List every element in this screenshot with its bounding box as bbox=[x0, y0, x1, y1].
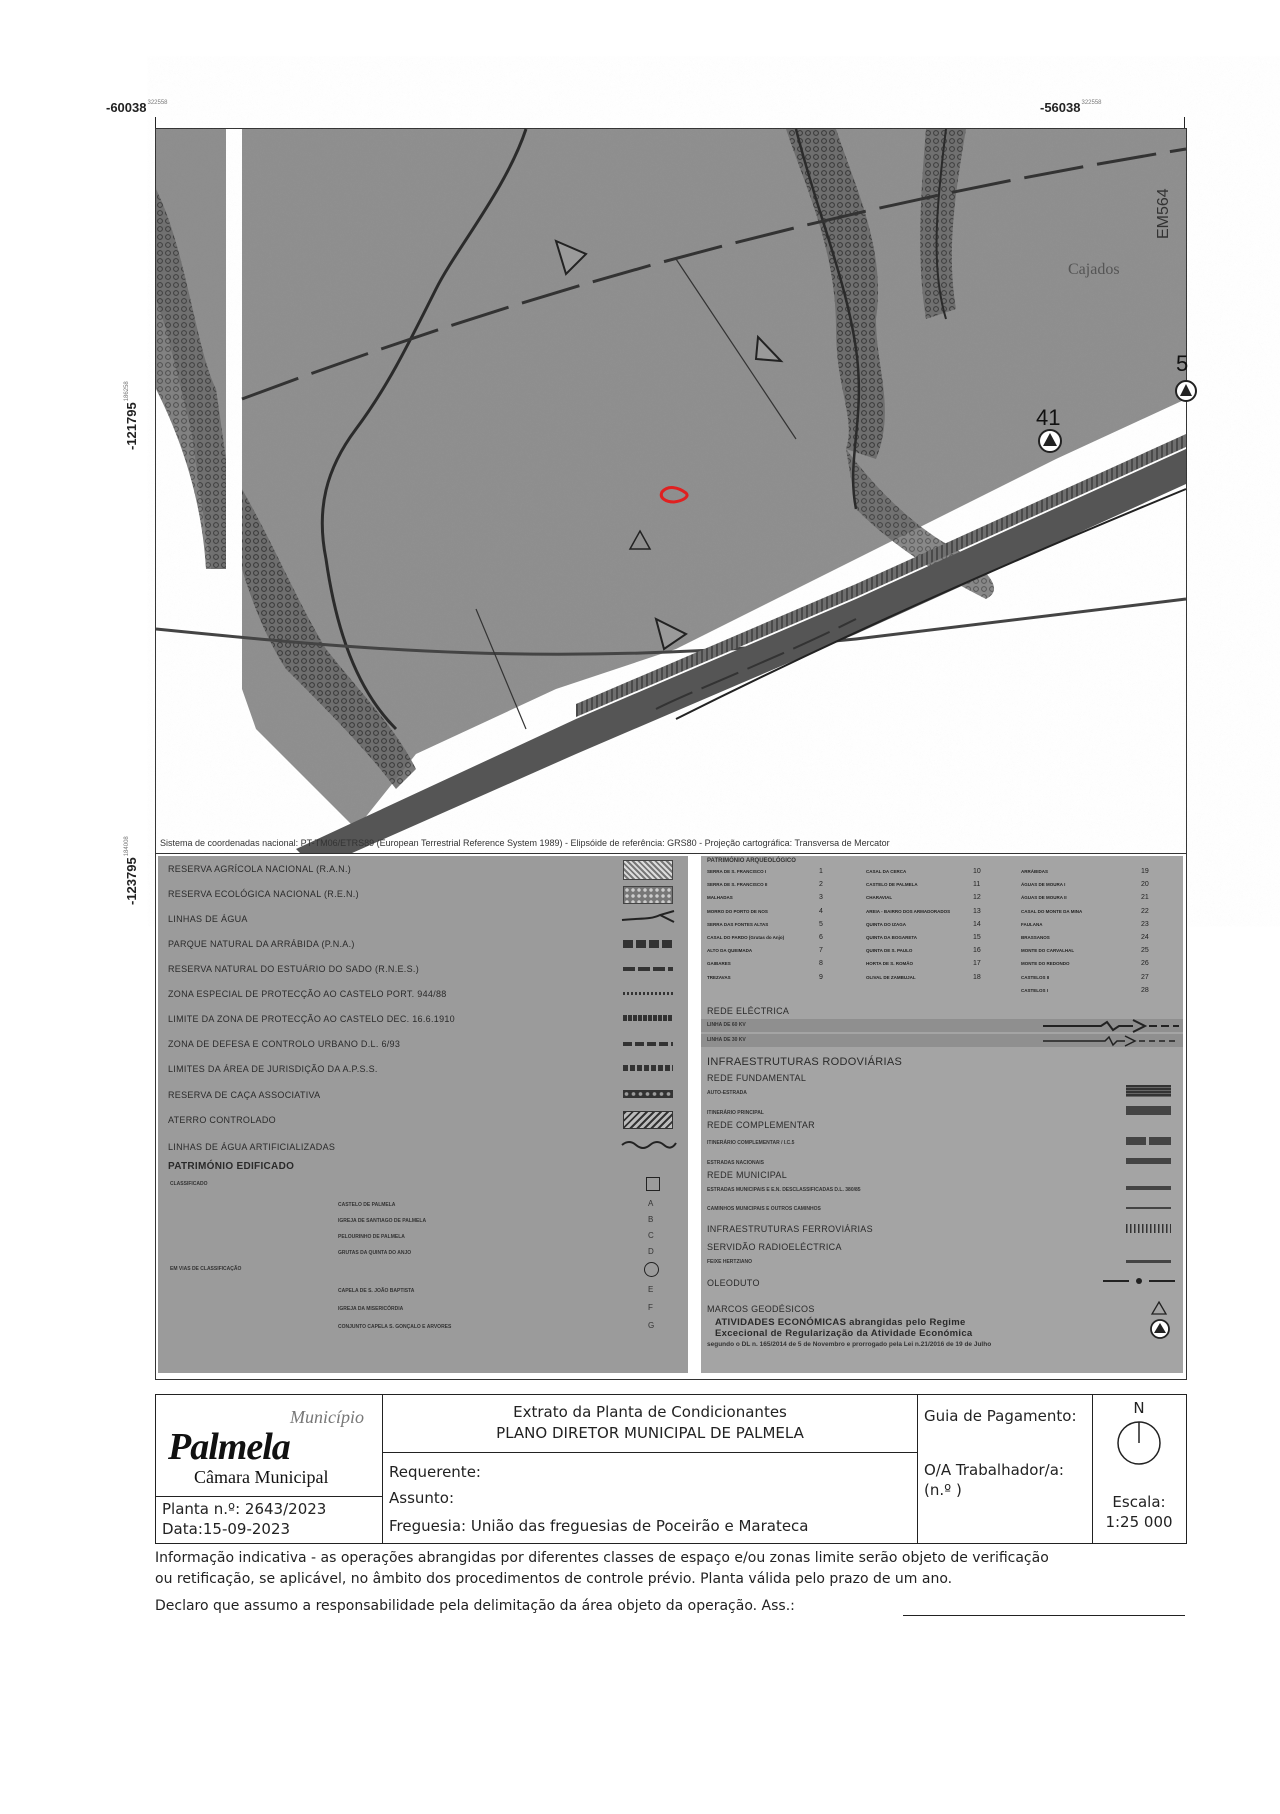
archaeological-site: MONTE DO CARVALHAL bbox=[1021, 948, 1075, 954]
archaeological-site-number: 16 bbox=[973, 947, 981, 955]
archaeological-site: SERRA DE S. FRANCISCO II bbox=[707, 882, 768, 888]
classified-item-a: CASTELO DE PALMELA bbox=[338, 1202, 396, 1208]
classificado-label: CLASSIFICADO bbox=[170, 1181, 208, 1187]
caminhos-label: CAMINHOS MUNICIPAIS E OUTROS CAMINHOS bbox=[707, 1206, 821, 1212]
rnes-symbol bbox=[623, 967, 673, 971]
trabalhador-label: O/A Trabalhador/a: bbox=[924, 1461, 1064, 1479]
en-symbol bbox=[1126, 1158, 1171, 1164]
letter-d: D bbox=[648, 1247, 654, 1256]
archaeological-site: SERRA DAS FONTES ALTAS bbox=[707, 921, 769, 927]
zona-especial-symbol bbox=[623, 992, 673, 995]
legend-item-pna: PARQUE NATURAL DA ARRÁBIDA (P.N.A.) bbox=[168, 939, 355, 949]
ic-symbol-b bbox=[1149, 1137, 1171, 1145]
apss-symbol bbox=[623, 1065, 673, 1071]
legend-item-aterro: ATERRO CONTROLADO bbox=[168, 1115, 276, 1125]
archaeological-site-number: 18 bbox=[973, 973, 981, 981]
rede-fundamental-title: REDE FUNDAMENTAL bbox=[707, 1073, 807, 1083]
info-cell bbox=[382, 1452, 918, 1543]
legend-item-limite-castelo: LIMITE DA ZONA DE PROTECÇÃO AO CASTELO DEC. 16.6.1910 bbox=[168, 1014, 455, 1024]
municipio-label: Município bbox=[290, 1407, 364, 1427]
water-line-symbol bbox=[620, 908, 676, 926]
planta-date: Data:15-09-2023 bbox=[162, 1520, 291, 1538]
archaeological-site-number: 9 bbox=[819, 973, 823, 981]
geodesic-triangle-icon bbox=[1151, 1301, 1167, 1315]
archaeological-site-number: 24 bbox=[1141, 934, 1149, 941]
archaeological-site: CHARAVIAL bbox=[866, 895, 893, 901]
archaeological-site: ÁGUAS DE MOURA II bbox=[1021, 895, 1067, 901]
declaration-line: Declaro que assumo a responsabilidade pela delimitação da área objeto da operação. Ass.: bbox=[155, 1598, 795, 1614]
itinerario-complementar-label: ITINERÁRIO COMPLEMENTAR / I.C.5 bbox=[707, 1140, 795, 1146]
legend-item-zona-defesa: ZONA DE DEFESA E CONTROLO URBANO D.L. 6/93 bbox=[168, 1039, 401, 1049]
linha-30-symbol bbox=[1041, 1032, 1181, 1048]
archaeological-site-number: 15 bbox=[973, 934, 981, 941]
ic-symbol-a bbox=[1126, 1137, 1146, 1145]
guia-label: Guia de Pagamento: bbox=[924, 1407, 1077, 1425]
legend-item-rnes: RESERVA NATURAL DO ESTUÁRIO DO SADO (R.N.E.S.) bbox=[168, 964, 420, 974]
archaeological-site: CASAL DA CERCA bbox=[866, 869, 907, 874]
archaeological-site-number: 8 bbox=[819, 960, 823, 968]
archaeological-site: OLIVAL DE ZAMBUJAL bbox=[866, 974, 916, 980]
infra-rodoviarias-title: INFRAESTRUTURAS RODOVIÁRIAS bbox=[707, 1056, 903, 1068]
assunto-label: Assunto: bbox=[389, 1489, 455, 1507]
archaeological-site: MALHADAS bbox=[707, 895, 733, 901]
estradas-municipais-label: ESTRADAS MUNICIPAIS E E.N. DESCLASSIFICADAS D.L. 380/85 bbox=[707, 1187, 861, 1193]
escala-value: 1:25 000 bbox=[1105, 1513, 1173, 1531]
em-vias-item-g: CONJUNTO CAPELA S. GONÇALO E ARVORES bbox=[338, 1324, 452, 1330]
archaeological-site-number: 14 bbox=[973, 920, 981, 928]
archaeological-site: CASAL DO MONTE DA MINA bbox=[1021, 908, 1083, 914]
archaeological-site-number: 19 bbox=[1141, 868, 1149, 875]
archaeological-site: QUINTA DA BOGARETA bbox=[866, 935, 917, 940]
feixe-symbol bbox=[1126, 1260, 1171, 1263]
em-vias-item-e: CAPELA DE S. JOÃO BAPTISTA bbox=[338, 1288, 415, 1294]
planta-number: Planta n.º: 2643/2023 bbox=[162, 1500, 327, 1518]
archaeological-site: MONTE DO REDONDO bbox=[1021, 961, 1070, 967]
aterro-symbol bbox=[623, 1111, 673, 1129]
trabalhador-number: (n.º ) bbox=[924, 1481, 962, 1499]
archaeological-site: CASTELO DE PALMELA bbox=[866, 882, 918, 888]
coord-left-upper: $-121795^{186258}$ bbox=[124, 381, 139, 450]
archaeological-site-number: 23 bbox=[1141, 920, 1149, 928]
palmela-logo: Palmela bbox=[168, 1426, 290, 1468]
limite-castelo-symbol bbox=[623, 1015, 673, 1021]
legend-item-linhas-agua: LINHAS DE ÁGUA bbox=[168, 914, 248, 924]
archaeological-site-number: 20 bbox=[1141, 881, 1149, 889]
marker-5-label: 5 bbox=[1176, 351, 1189, 376]
em-symbol bbox=[1126, 1186, 1171, 1190]
legend bbox=[155, 853, 1187, 1380]
letter-f: F bbox=[648, 1303, 653, 1312]
requerente-label: Requerente: bbox=[389, 1463, 481, 1481]
archaeological-site-number: 25 bbox=[1141, 947, 1149, 955]
atividades-line2: Excecional de Regularização da Atividade Económica bbox=[715, 1328, 973, 1339]
archaeological-site: ALTO DA QUEIMADA bbox=[707, 948, 753, 954]
atividades-line3: segundo o DL n. 165/2014 de 5 de Novembro e prorrogado pela Lei n.21/2016 de 19 de Julho bbox=[707, 1341, 992, 1348]
legend-right-panel bbox=[701, 856, 1183, 1373]
archaeological-site-number: 7 bbox=[819, 947, 823, 955]
archaeological-site: ARRÁBIDAS bbox=[1021, 869, 1048, 874]
logo-cell bbox=[156, 1395, 383, 1497]
guia-cell bbox=[917, 1395, 1093, 1543]
caminhos-symbol bbox=[1126, 1207, 1171, 1209]
circle-icon bbox=[644, 1262, 659, 1277]
autoestrada-label: AUTO-ESTRADA bbox=[707, 1090, 747, 1096]
marker-41-label: 41 bbox=[1036, 405, 1061, 430]
legend-item-zona-especial: ZONA ESPECIAL DE PROTECÇÃO AO CASTELO PORT. 944/88 bbox=[168, 989, 447, 999]
caca-symbol bbox=[623, 1090, 673, 1098]
classified-item-d: GRUTAS DA QUINTA DO ANJO bbox=[338, 1250, 412, 1256]
letter-a: A bbox=[648, 1199, 654, 1208]
archaeological-site-number: 11 bbox=[973, 881, 981, 889]
archaeological-site: BRASSANOS bbox=[1021, 935, 1050, 940]
north-arrow-icon bbox=[1115, 1419, 1163, 1467]
atividades-line1: ATIVIDADES ECONÓMICAS abrangidas pelo Regime bbox=[715, 1317, 966, 1328]
place-label: Cajados bbox=[1068, 261, 1120, 278]
classified-item-c: PELOURINHO DE PALMELA bbox=[338, 1234, 405, 1240]
letter-e: E bbox=[648, 1285, 654, 1294]
note-line-2: ou retificação, se aplicável, no âmbito dos procedimentos de controle prévio. Planta válida pelo prazo de um ano. bbox=[155, 1571, 953, 1587]
archaeological-site: CASAL DO PARDO (Grutas do Anjo) bbox=[707, 935, 785, 940]
extrato-cell bbox=[382, 1395, 918, 1453]
freguesia-label: Freguesia: União das freguesias de Poceirão e Marateca bbox=[389, 1517, 809, 1535]
pna-symbol bbox=[623, 940, 673, 948]
marcos-label: MARCOS GEODÉSICOS bbox=[707, 1304, 815, 1314]
archaeological-site-number: 17 bbox=[973, 960, 981, 968]
title-block bbox=[155, 1394, 1187, 1544]
coord-left-lower: $-123795^{184008}$ bbox=[124, 836, 139, 905]
rede-complementar-title: REDE COMPLEMENTAR bbox=[707, 1120, 815, 1130]
archaeological-site-number: 28 bbox=[1141, 986, 1149, 994]
archaeological-site-number: 21 bbox=[1141, 894, 1149, 902]
archaeological-site-number: 4 bbox=[819, 907, 823, 915]
classified-item-b: IGREJA DE SANTIAGO DE PALMELA bbox=[338, 1218, 427, 1224]
letter-c: C bbox=[648, 1231, 654, 1240]
archaeological-site: SERRA DE S. FRANCISCO I bbox=[707, 869, 767, 874]
legend-item-caca: RESERVA DE CAÇA ASSOCIATIVA bbox=[168, 1090, 321, 1100]
escala-label: Escala: bbox=[1112, 1493, 1166, 1511]
archaeological-site-number: 26 bbox=[1141, 960, 1149, 968]
archaeological-site-number: 2 bbox=[819, 881, 823, 889]
archaeological-site: HORTA DE S. ROMÃO bbox=[866, 961, 913, 967]
archaeological-site: ÁGUAS DE MOURA I bbox=[1021, 882, 1066, 888]
archaeological-site: CASTELOS I bbox=[1021, 987, 1049, 993]
archaeological-site: GAIBARES bbox=[707, 961, 731, 967]
letter-g: G bbox=[648, 1321, 655, 1330]
north-scale-cell bbox=[1092, 1395, 1186, 1543]
archaeological-site-number: 27 bbox=[1141, 973, 1149, 981]
archaeological-site-number: 6 bbox=[819, 934, 823, 941]
archaeological-site: AREIA - BAIRRO DOS ARMADORADOS bbox=[866, 908, 951, 914]
archaeological-site: QUINTA DE S. PAULO bbox=[866, 948, 913, 954]
map-area[interactable] bbox=[155, 128, 1187, 854]
archaeological-site-number: 12 bbox=[973, 894, 981, 902]
archaeological-site: MORRO DO PORTO DE NOS bbox=[707, 908, 768, 914]
legend-item-linhas-artificiais: LINHAS DE ÁGUA ARTIFICIALIZADAS bbox=[168, 1142, 336, 1152]
itinerario-principal-label: ITINERÁRIO PRINCIPAL bbox=[707, 1110, 764, 1116]
rede-municipal-title: REDE MUNICIPAL bbox=[707, 1170, 788, 1180]
archaeological-site-number: 3 bbox=[819, 894, 823, 902]
letter-b: B bbox=[648, 1215, 654, 1224]
oleoduto-symbol bbox=[1101, 1275, 1176, 1287]
coord-top-left: $-60038^{322558}$ bbox=[106, 100, 168, 115]
zona-defesa-symbol bbox=[623, 1042, 673, 1046]
archaeological-site: QUINTA DO IZAGA bbox=[866, 921, 906, 927]
archaeological-site-number: 10 bbox=[973, 868, 981, 875]
archaeological-site-number: 13 bbox=[973, 907, 981, 915]
camara-label: Câmara Municipal bbox=[194, 1467, 329, 1487]
ren-symbol bbox=[623, 886, 673, 904]
legend-left-panel bbox=[158, 856, 688, 1373]
archaeological-site-number: 22 bbox=[1141, 907, 1149, 915]
em-vias-label: EM VIAS DE CLASSIFICAÇÃO bbox=[170, 1266, 242, 1272]
road-label: EM564 bbox=[1155, 188, 1172, 239]
legend-item-ran: RESERVA AGRÍCOLA NACIONAL (R.A.N.) bbox=[168, 864, 352, 874]
em-vias-item-f: IGREJA DA MISERICÓRDIA bbox=[338, 1306, 404, 1312]
servidao-title: SERVIDÃO RADIOELÉCTRICA bbox=[707, 1242, 842, 1252]
north-label: N bbox=[1133, 1399, 1145, 1417]
artificial-water-symbol bbox=[620, 1136, 676, 1150]
plano-title: PLANO DIRETOR MUNICIPAL DE PALMELA bbox=[496, 1424, 804, 1442]
patrimonio-arqueologico-title: PATRIMÓNIO ARQUEOLÓGICO bbox=[707, 858, 796, 864]
ran-symbol bbox=[623, 860, 673, 880]
estradas-nacionais-label: ESTRADAS NACIONAIS bbox=[707, 1160, 764, 1166]
extrato-title: Extrato da Planta de Condicionantes bbox=[513, 1403, 787, 1421]
square-icon bbox=[646, 1177, 660, 1191]
linha-30-label: LINHA DE 30 KV bbox=[707, 1037, 746, 1043]
infra-ferroviarias-title: INFRAESTRUTURAS FERROVIÁRIAS bbox=[707, 1224, 873, 1234]
rede-eletrica-title: REDE ELÉCTRICA bbox=[707, 1006, 790, 1016]
autoestrada-symbol bbox=[1126, 1085, 1171, 1097]
legend-item-ren: RESERVA ECOLÓGICA NACIONAL (R.E.N.) bbox=[168, 889, 359, 899]
archaeological-site: CASTELOS II bbox=[1021, 974, 1050, 980]
oleoduto-label: OLEODUTO bbox=[707, 1278, 760, 1288]
note-line-1: Informação indicativa - as operações abrangidas por diferentes classes de espaço e/ou zonas limite serão objeto de verificação bbox=[155, 1550, 1049, 1566]
planta-cell bbox=[156, 1496, 383, 1543]
feixe-label: FEIXE HERTZIANO bbox=[707, 1259, 753, 1265]
linha-60-label: LINHA DE 60 KV bbox=[707, 1022, 746, 1028]
patrimonio-edificado-title: PATRIMÓNIO EDIFICADO bbox=[168, 1161, 295, 1172]
atividades-icon bbox=[1149, 1318, 1171, 1340]
archaeological-site-number: 1 bbox=[819, 868, 823, 875]
itinerario-principal-symbol bbox=[1126, 1106, 1171, 1115]
coord-top-right: $-56038^{322558}$ bbox=[1040, 100, 1102, 115]
legend-item-apss: LIMITES DA ÁREA DE JURISDIÇÃO DA A.P.S.S. bbox=[168, 1064, 378, 1074]
archaeological-site-number: 5 bbox=[819, 920, 823, 928]
archaeological-site: FAULANA bbox=[1021, 921, 1043, 927]
signature-line[interactable] bbox=[903, 1615, 1185, 1616]
ferrovia-symbol bbox=[1126, 1224, 1171, 1233]
archaeological-site: TREZAVAS bbox=[707, 974, 731, 980]
coordinate-system-note: Sistema de coordenadas nacional: PT-TM06/ETRS89 (European Terrestrial Reference System 1989) - Elipsóide de referência: GRS80 - Projeção cartográfica: Transversa de Mercator bbox=[160, 838, 890, 848]
